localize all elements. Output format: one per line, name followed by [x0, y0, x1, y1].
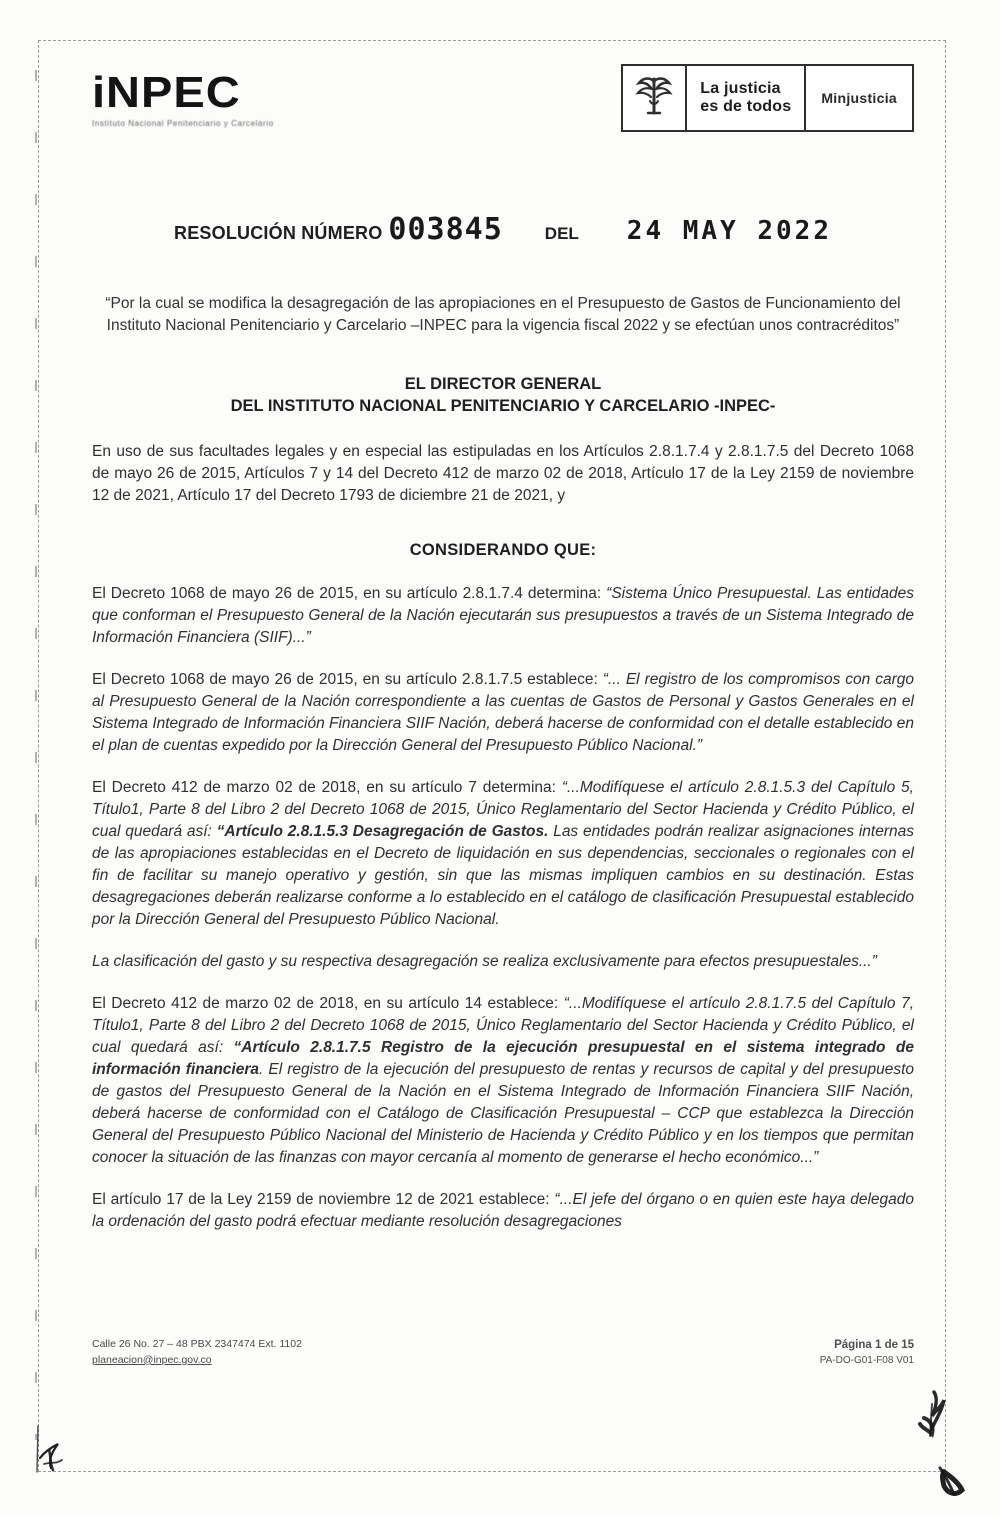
- coat-of-arms-icon: [623, 66, 687, 130]
- page-footer: [92, 1337, 914, 1369]
- justice-slogan-line2: es de todos: [700, 98, 792, 115]
- resolution-page: [92, 58, 914, 1253]
- paragraph-ley-2159-art-17: [92, 1189, 914, 1233]
- footer-page-number: Página 1 de 15: [834, 1339, 914, 1351]
- footer-page-info: [820, 1337, 914, 1368]
- inpec-logo: [92, 58, 274, 128]
- paragraph-quote: “...El jefe del órgano o en quien este haya delegado la ordenación del gasto podrá efectuar mediante resolución desagregaciones: [92, 1191, 915, 1230]
- justice-badge: [621, 64, 914, 132]
- paragraph-article-title: “Artículo 2.8.1.7.5 Registro de la ejecución presupuestal en el sistema integrado de información financiera: [92, 1039, 914, 1078]
- paragraph-quote-continued: Las entidades podrán realizar asignaciones internas de las apropiaciones establecidas en el Decreto de liquidación en sus dependencias, seccionales o regionales con el fin de facilitar su manejo operativo y gestión, sin que las mismas impliquen cambios en su destinación. Estas desagregaciones deberán realizarse conforme a lo establecido en el catálogo de clasificación Presupuestal establecido por la Dirección General del Presupuesto Público Nacional.: [92, 823, 914, 928]
- paragraph-quote: “... El registro de los compromisos con cargo al Presupuesto General de la Nación correspondiente a las cuentas de Gastos de Personal y Gastos Generales en el Sistema Integrado de Información Financiera SIIF Nación, deberá hacerse de conformidad con el detalle establecido en el plan de cuentas expedido por la Dirección General del Presupuesto Público Nacional.”: [92, 671, 915, 754]
- paragraph-decreto-412-art-7: [92, 777, 914, 931]
- paragraph-decreto-1068-art-2-8-1-7-5: [92, 669, 914, 757]
- paragraph-text: El artículo 17 de la Ley 2159 de noviembre 12 de 2021 establece:: [92, 1191, 555, 1208]
- inpec-logo-text: iNPEC: [92, 67, 241, 116]
- footer-email-link: planeacion@inpec.gov.co: [92, 1353, 212, 1366]
- binding-margin-ticks: [35, 70, 37, 1440]
- paragraph-text: El Decreto 412 de marzo 02 de 2018, en su artículo 7 determina:: [92, 779, 562, 796]
- paragraph-text: El Decreto 412 de marzo 02 de 2018, en su artículo 14 establece:: [92, 995, 564, 1012]
- paragraph-quote: “...Modifíquese el artículo 2.8.1.7.5 del Capítulo 7, Título1, Parte 8 del Libro 2 del Decreto 1068 de 2015, Único Reglamentario del Sector Hacienda y Crédito Público, el cual quedará así:: [92, 995, 914, 1056]
- paragraph-quote-continued: . El registro de la ejecución del presupuesto de rentas y recursos de capital y del presupuesto de gastos del Presupuesto General de la Nación en el Sistema Integrado de Información Financiera SIIF Nación, deberá hacerse de conformidad con el Catálogo de Clasificación Presupuestal – CCP que establezca la Dirección General del Presupuesto Público Nacional del Ministerio de Hacienda y Crédito Público y en los tiempos que permitan conocer la situación de las finanzas con mayor cercanía al momento de generarse el hecho económico...”: [92, 1061, 914, 1166]
- paragraph-decreto-412-art-14: [92, 993, 914, 1169]
- paragraph-decreto-1068-art-2-8-1-7-4: [92, 583, 914, 649]
- paragraph-article-title: “Artículo 2.8.1.5.3 Desagregación de Gastos.: [216, 823, 549, 840]
- footer-contact: [92, 1337, 302, 1369]
- resolution-del-label: DEL: [544, 224, 579, 243]
- paragraph-quote: “Sistema Único Presupuestal. Las entidades que conforman el Presupuesto General de la Nación ejecutarán sus presupuestos a través de un Sistema Integrado de Información Financiera (SIIF)...”: [92, 585, 914, 646]
- inpec-logo-tagline: Instituto Nacional Penitenciario y Carcelario: [92, 119, 274, 128]
- paragraph-quote: La clasificación del gasto y su respectiva desagregación se realiza exclusivamente para efectos presupuestales...”: [92, 953, 877, 970]
- director-heading: [92, 373, 914, 417]
- director-heading-line2: DEL INSTITUTO NACIONAL PENITENCIARIO Y CARCELARIO -INPEC-: [230, 397, 776, 415]
- director-heading-line1: EL DIRECTOR GENERAL: [404, 375, 602, 393]
- resolution-subject: “Por la cual se modifica la desagregación de las apropiaciones en el Presupuesto de Gastos de Funcionamiento del Instituto Nacional Penitenciario y Carcelario –INPEC para la vigencia fiscal 2022 y se efectúan unos contracréditos”: [105, 295, 901, 334]
- ministry-label: Minjusticia: [804, 66, 912, 130]
- considerando-heading: CONSIDERANDO QUE:: [409, 541, 597, 559]
- resolution-number-stamp: 003845: [388, 212, 503, 247]
- paragraph-text: El Decreto 1068 de mayo 26 de 2015, en su artículo 2.8.1.7.5 establece:: [92, 671, 603, 688]
- justice-slogan-line1: La justicia: [700, 80, 781, 98]
- page-header: [92, 58, 914, 150]
- paragraph-text: El Decreto 1068 de mayo 26 de 2015, en su artículo 2.8.1.7.4 determina:: [92, 585, 607, 602]
- justice-slogan: [687, 66, 804, 130]
- resolution-title: [92, 212, 914, 247]
- paragraph-quote: “...Modifíquese el artículo 2.8.1.5.3 del Capítulo 5, Título1, Parte 8 del Libro 2 del Decreto 1068 de 2015, Único Reglamentario del Sector Hacienda y Crédito Público, el cual quedará así:: [92, 779, 914, 840]
- resolution-title-label: RESOLUCIÓN NÚMERO: [174, 223, 383, 243]
- paragraph-clasificacion-gasto: [92, 951, 914, 973]
- footer-form-code: PA-DO-G01-F08 V01: [819, 1354, 914, 1366]
- legal-powers-paragraph: En uso de sus facultades legales y en especial las estipuladas en los Artículos 2.8.1.7.4 y 2.8.1.7.5 del Decreto 1068 de mayo 26 de 2015, Artículos 7 y 14 del Decreto 412 de marzo 02 de 2018, Artículo 17 de la Ley 2159 de noviembre 12 de 2021, Artículo 17 del Decreto 1793 de diciembre 21 de 2021, y: [92, 443, 914, 504]
- footer-address: Calle 26 No. 27 – 48 PBX 2347474 Ext. 1102: [92, 1338, 302, 1350]
- resolution-date-stamp: 24 MAY 2022: [626, 216, 832, 246]
